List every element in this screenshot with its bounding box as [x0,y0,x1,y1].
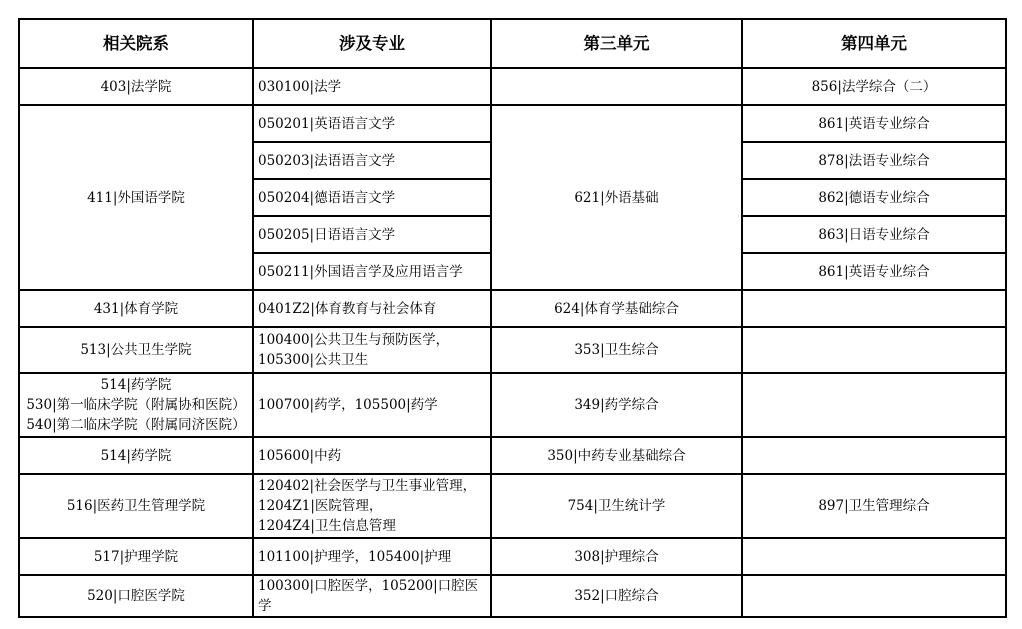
major-line: 1204Z4|卫生信息管理 [258,518,396,534]
department-cell: 403|法学院 [19,68,253,105]
header-department: 相关院系 [19,19,253,68]
unit4-cell: 862|德语专业综合 [742,179,1006,216]
unit3-cell: 353|卫生综合 [491,327,742,373]
major-line: 120402|社会医学与卫生事业管理， [258,478,477,494]
major-cell: 050204|德语语言文学 [253,179,491,216]
major-cell: 050201|英语语言文学 [253,105,491,142]
table-row [19,437,1006,474]
table-row [19,538,1006,575]
major-cell: 100700|药学，105500|药学 [253,373,491,437]
table-row [19,290,1006,327]
major-line: 105300|公共卫生 [258,352,369,368]
header-major: 涉及专业 [253,19,491,68]
table-row [19,474,1006,538]
unit3-cell: 349|药学综合 [491,373,742,437]
major-cell: 100300|口腔医学，105200|口腔医学 [253,575,491,617]
major-cell: 050211|外国语言学及应用语言学 [253,253,491,290]
department-line: 540|第二临床学院（附属同济医院） [26,417,246,433]
department-cell: 411|外国语学院 [19,105,253,290]
major-cell: 030100|法学 [253,68,491,105]
department-cell: 513|公共卫生学院 [19,327,253,373]
unit4-cell [742,575,1006,617]
unit3-cell [491,68,742,105]
major-line: 100400|公共卫生与预防医学， [258,332,450,348]
unit3-cell: 621|外语基础 [491,105,742,290]
department-cell: 431|体育学院 [19,290,253,327]
unit4-cell: 878|法语专业综合 [742,142,1006,179]
unit4-cell: 863|日语专业综合 [742,216,1006,253]
department-cell: 516|医药卫生管理学院 [19,474,253,538]
header-unit4: 第四单元 [742,19,1006,68]
header-row [19,19,1006,68]
unit4-cell [742,327,1006,373]
major-cell: 105600|中药 [253,437,491,474]
department-cell [19,373,253,437]
major-cell: 0401Z2|体育教育与社会体育 [253,290,491,327]
unit4-cell: 861|英语专业综合 [742,105,1006,142]
table-row [19,327,1006,373]
table-row [19,105,1006,142]
header-unit3: 第三单元 [491,19,742,68]
major-cell: 050203|法语语言文学 [253,142,491,179]
table-row [19,575,1006,617]
major-line: 1204Z1|医院管理， [258,498,383,514]
unit4-cell [742,290,1006,327]
unit4-cell: 897|卫生管理综合 [742,474,1006,538]
department-cell: 520|口腔医学院 [19,575,253,617]
table-row [19,373,1006,437]
department-cell: 514|药学院 [19,437,253,474]
table-row [19,68,1006,105]
unit4-cell: 856|法学综合（二） [742,68,1006,105]
unit3-cell: 308|护理综合 [491,538,742,575]
unit4-cell [742,437,1006,474]
unit4-cell [742,373,1006,437]
major-cell: 101100|护理学，105400|护理 [253,538,491,575]
unit3-cell: 352|口腔综合 [491,575,742,617]
department-cell: 517|护理学院 [19,538,253,575]
unit3-cell: 754|卫生统计学 [491,474,742,538]
unit3-cell: 350|中药专业基础综合 [491,437,742,474]
major-cell [253,327,491,373]
major-cell [253,474,491,538]
unit4-cell: 861|英语专业综合 [742,253,1006,290]
department-line: 514|药学院 [100,377,172,393]
unit4-cell [742,538,1006,575]
department-line: 530|第一临床学院（附属协和医院） [26,397,246,413]
major-cell: 050205|日语语言文学 [253,216,491,253]
unit3-cell: 624|体育学基础综合 [491,290,742,327]
admissions-table [18,18,1007,618]
